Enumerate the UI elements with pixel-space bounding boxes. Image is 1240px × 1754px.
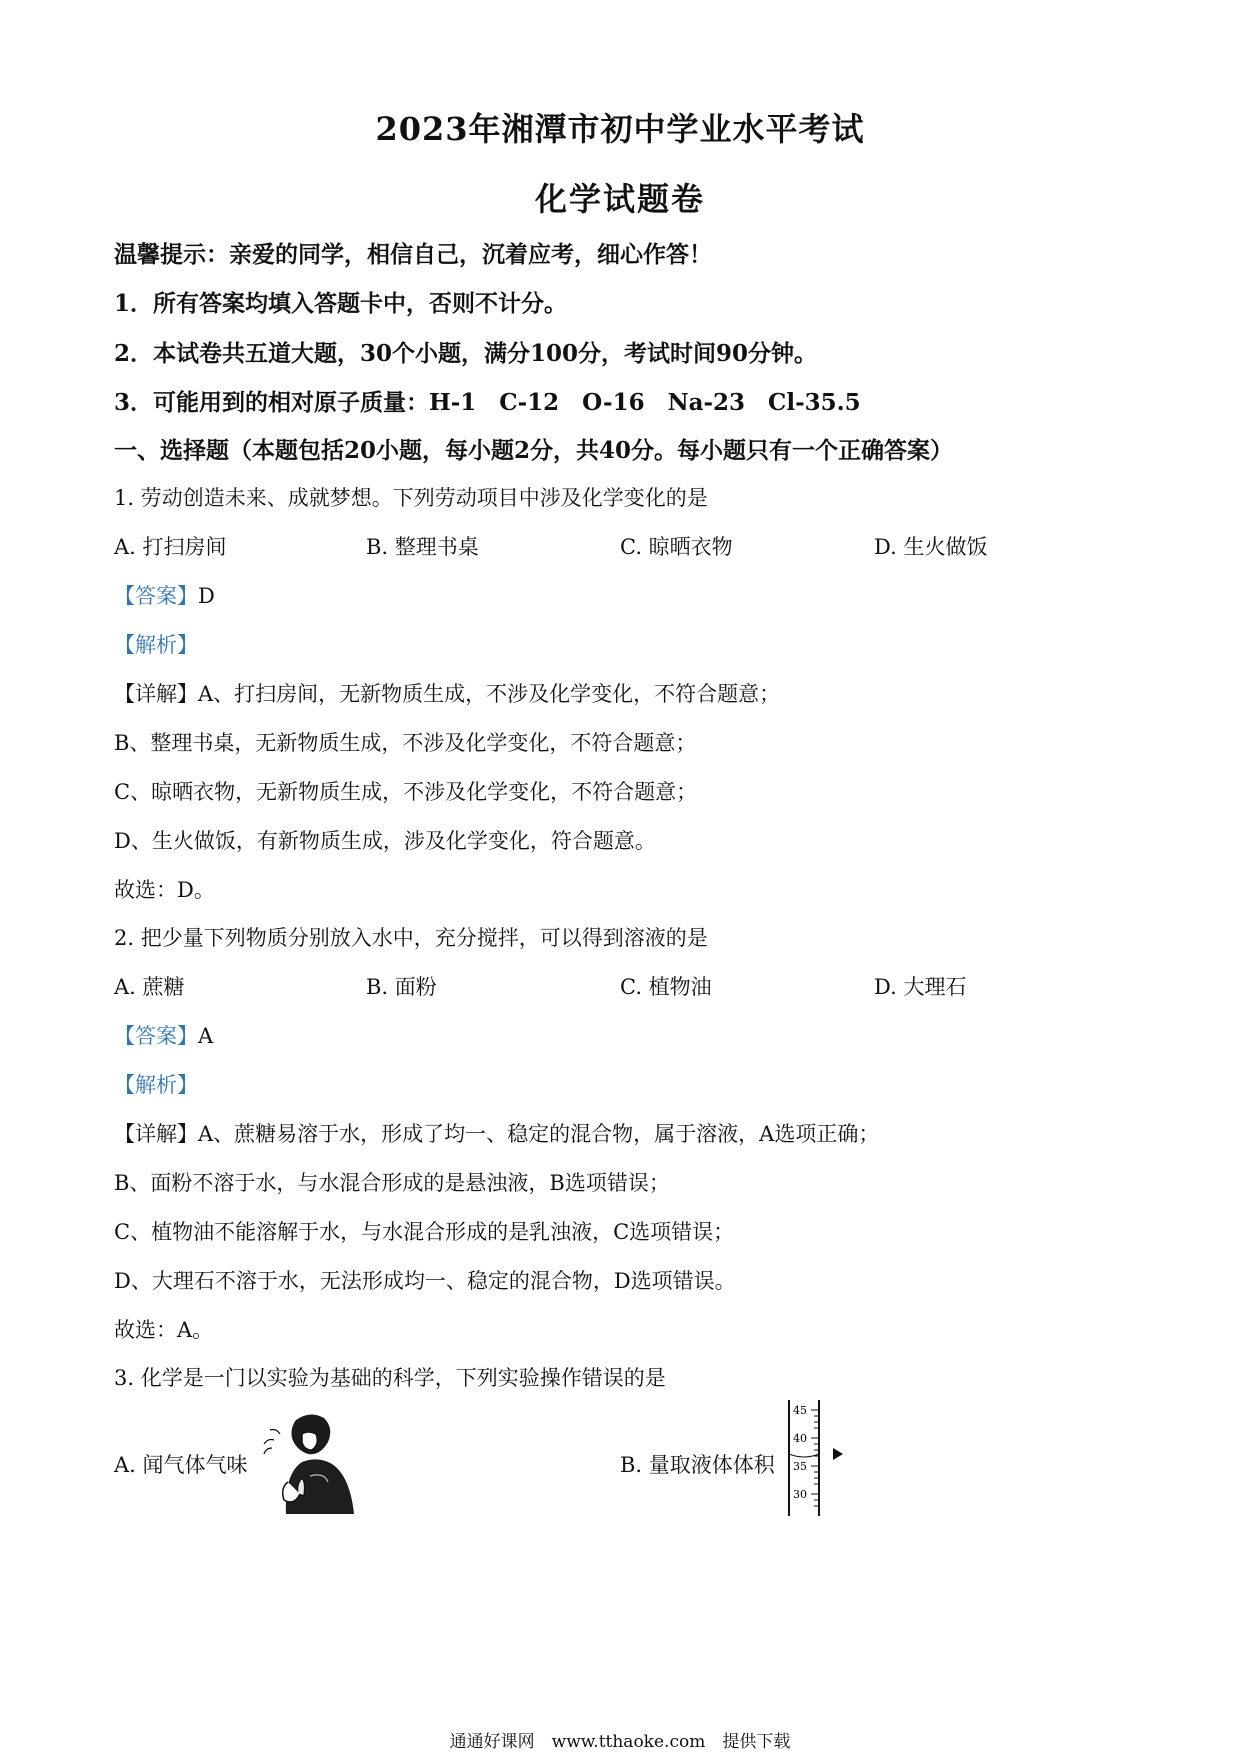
smell-gas-illustration — [258, 1410, 358, 1514]
q1-stem: 1. 劳动创造未来、成就梦想。下列劳动项目中涉及化学变化的是 — [114, 486, 708, 510]
answer-tag: 【答案】 — [114, 584, 198, 608]
q3-option-b: B. 量取液体体积 — [620, 1453, 775, 1477]
detail-text: A、打扫房间，无新物质生成，不涉及化学变化，不符合题意； — [198, 682, 781, 706]
graduated-cylinder-illustration — [781, 1398, 851, 1518]
detail-tag: 【详解】 — [114, 682, 198, 706]
exam-title: 2023年湘潭市初中学业水平考试 — [375, 110, 865, 148]
q1-detail-line: C、晾晒衣物，无新物质生成，不涉及化学变化，不符合题意； — [114, 780, 698, 804]
notice-tip: 温馨提示：亲爱的同学，相信自己，沉着应考，细心作答！ — [114, 241, 712, 268]
q2-option-c: C. 植物油 — [620, 975, 712, 999]
footer-credit: 通通好课网 www.tthaoke.com 提供下载 — [449, 1732, 791, 1752]
q1-detail-line: B、整理书桌，无新物质生成，不涉及化学变化，不符合题意； — [114, 731, 697, 755]
q2-detail-line: B、面粉不溶于水，与水混合形成的是悬浊液，B选项错误； — [114, 1171, 670, 1195]
q2-detail-line: D、大理石不溶于水，无法形成均一、稳定的混合物，D选项错误。 — [114, 1269, 736, 1293]
cylinder-tick-label: 45 — [793, 1404, 807, 1417]
cylinder-tick-label: 30 — [793, 1488, 807, 1501]
answer-tag: 【答案】 — [114, 1024, 198, 1048]
section-heading: 一、选择题（本题包括20小题，每小题2分，共40分。每小题只有一个正确答案） — [114, 437, 954, 464]
q2-detail-line: C、植物油不能溶解于水，与水混合形成的是乳浊液，C选项错误； — [114, 1220, 735, 1244]
detail-text: A、蔗糖易溶于水，形成了均一、稳定的混合物，属于溶液，A选项正确； — [198, 1122, 880, 1146]
q1-analysis-tag: 【解析】 — [114, 633, 198, 657]
q1-detail-line: D、生火做饭，有新物质生成，涉及化学变化，符合题意。 — [114, 829, 656, 853]
q1-option-b: B. 整理书桌 — [366, 535, 479, 559]
q3-option-a: A. 闻气体气味 — [114, 1453, 248, 1477]
q2-detail-line — [114, 1118, 879, 1148]
answer-value: D — [198, 584, 215, 608]
q1-conclusion: 故选：D。 — [114, 878, 215, 902]
q2-stem: 2. 把少量下列物质分别放入水中，充分搅拌，可以得到溶液的是 — [114, 926, 708, 950]
q2-answer — [114, 1020, 213, 1050]
detail-tag: 【详解】 — [114, 1122, 198, 1146]
q2-option-b: B. 面粉 — [366, 975, 437, 999]
q2-option-d: D. 大理石 — [874, 975, 967, 999]
q2-conclusion: 故选：A。 — [114, 1318, 214, 1342]
cylinder-tick-label: 40 — [793, 1432, 807, 1445]
eye-sight-arrow-icon — [833, 1448, 843, 1460]
q2-analysis-tag: 【解析】 — [114, 1073, 198, 1097]
q3-stem: 3. 化学是一门以实验为基础的科学，下列实验操作错误的是 — [114, 1366, 666, 1390]
exam-subtitle: 化学试题卷 — [534, 180, 705, 218]
q1-answer — [114, 580, 215, 610]
q1-option-d: D. 生火做饭 — [874, 535, 988, 559]
notice-rule-2: 2．本试卷共五道大题，30个小题，满分100分，考试时间90分钟。 — [114, 340, 818, 367]
q2-option-a: A. 蔗糖 — [114, 975, 185, 999]
q1-option-c: C. 晾晒衣物 — [620, 535, 733, 559]
notice-rule-3: 3．可能用到的相对原子质量：H-1 C-12 O-16 Na-23 Cl-35.5 — [114, 389, 861, 416]
answer-value: A — [198, 1024, 214, 1048]
notice-rule-1: 1．所有答案均填入答题卡中，否则不计分。 — [114, 290, 568, 317]
q1-option-a: A. 打扫房间 — [114, 535, 227, 559]
cylinder-tick-label: 35 — [793, 1460, 807, 1473]
q1-detail-line — [114, 678, 780, 708]
